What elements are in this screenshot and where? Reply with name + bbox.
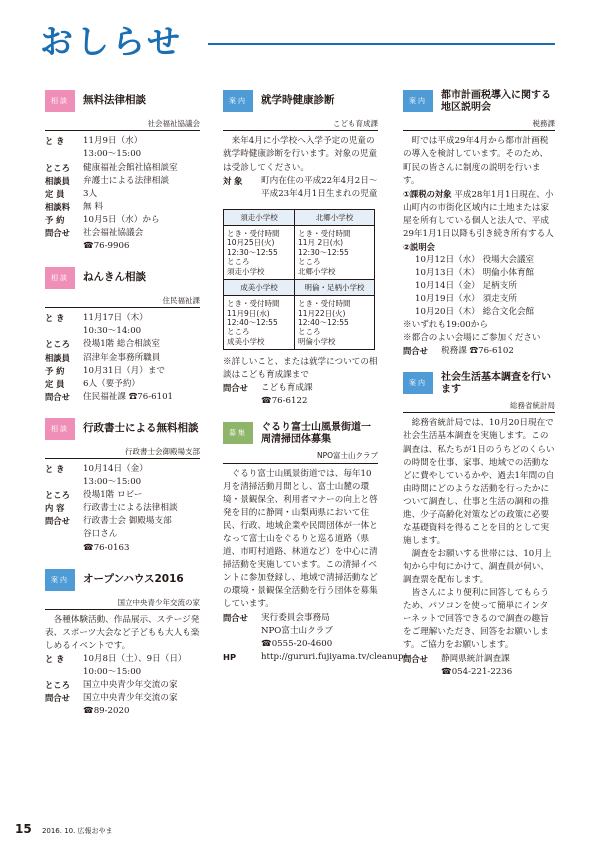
point2-label: ②説明会 — [403, 241, 435, 252]
info-row — [45, 489, 200, 502]
info-label: ところ — [45, 680, 70, 691]
article-dept: 社会福祉協議会 — [45, 118, 200, 131]
info-value: 沼津年金事務所職員 — [83, 352, 161, 363]
info-value: 国立中央青少年交流の家 — [83, 680, 178, 691]
info-value: 役場1階 総合相談室 — [83, 339, 160, 350]
session-item: 10月12日（水） 役場大会議室 — [415, 254, 535, 265]
info-label: 定 員 — [45, 188, 65, 199]
session-item: 10月19日（水） 須走支所 — [415, 293, 517, 304]
article-open-house — [45, 569, 200, 719]
category-tag: 相談 — [45, 418, 75, 440]
page-title: おしらせ — [40, 22, 184, 61]
info-label: と き — [45, 464, 65, 475]
info-value: NPO富士山クラブ — [261, 625, 333, 636]
info-label: ところ — [45, 339, 70, 350]
info-row — [45, 148, 200, 161]
info-row — [45, 515, 200, 528]
article-dept: 税務課 — [403, 118, 555, 131]
info-value: 住民福祉課 ☎76-6101 — [83, 391, 174, 402]
article-body: 来年4月に小学校へ入学予定の児童の就学時健康診断を行います。対象の児童は受診してください。 — [223, 136, 378, 173]
article-dept: 国立中央青少年交流の家 — [45, 597, 200, 610]
info-row — [45, 666, 200, 679]
info-label — [45, 476, 83, 489]
table-cell: とき・受付時間 11月 2日(水) 12:30〜12:55 ところ 北郷小学校 — [295, 226, 375, 280]
info-value: 3人 — [83, 188, 98, 199]
page-header — [40, 22, 555, 62]
info-row — [223, 395, 378, 408]
info-row — [45, 227, 200, 240]
info-rows — [223, 382, 378, 408]
info-row — [403, 653, 555, 666]
info-label: 予 約 — [45, 214, 65, 225]
info-label — [45, 528, 83, 541]
article-dept: NPO富士山クラブ — [223, 450, 378, 463]
info-label: 定 員 — [45, 378, 65, 389]
info-row — [45, 542, 200, 555]
info-row — [45, 175, 200, 188]
article-note: ※詳しいこと、または就学についての相談はこども育成課まで — [223, 357, 378, 381]
info-row — [45, 162, 200, 175]
info-label: と き — [45, 136, 65, 147]
category-tag: 案内 — [403, 90, 433, 112]
category-tag: 相談 — [45, 90, 75, 112]
info-row — [45, 679, 200, 692]
article-legal-consultation — [45, 90, 200, 253]
article-body: 調査をお願いする世帯には、10月上旬から中旬にかけて、調査員が伺い、調査票を配布します。 — [403, 549, 552, 586]
article-note: ※いずれも19:00から — [403, 319, 488, 330]
column-2 — [223, 90, 407, 678]
info-rows — [403, 345, 555, 358]
info-row — [45, 463, 200, 476]
info-value: ☎76-0163 — [83, 542, 130, 553]
info-value: 10月8日（土）、9日（日） — [83, 654, 187, 665]
info-row — [403, 345, 555, 358]
article-pension-consultation — [45, 267, 200, 404]
info-label — [403, 666, 441, 679]
info-label: ところ — [45, 162, 70, 173]
info-value: 10月5日（水）から — [83, 214, 160, 225]
info-rows — [45, 312, 200, 403]
info-value: 11月17日（木） — [83, 313, 148, 324]
article-body: 町では平成29年4月から都市計画税の導入を検討しています。そのため、町民の皆さんに制度の説明を行います。 — [403, 136, 549, 186]
info-label — [223, 638, 261, 651]
info-row — [45, 502, 200, 515]
info-row — [45, 653, 200, 666]
info-row — [403, 666, 555, 679]
info-value: 無 料 — [83, 201, 103, 212]
article-body: 皆さんにより便利に回答してもらうため、パソコンを使って簡単にインターネットで回答できるので調査の趣旨をご理解いただき、回答をお願いします。ご協力をお願いします。 — [403, 588, 550, 651]
info-rows — [45, 463, 200, 554]
article-title: 無料法律相談 — [83, 94, 146, 106]
target-value: 町内在住の平成22年4月2日〜平成23年4月1日生まれの児童 — [261, 175, 378, 199]
article-dept: 行政書士会御殿場支部 — [45, 446, 200, 459]
info-label: 問合せ — [45, 693, 70, 704]
column-1 — [45, 90, 200, 733]
info-label — [45, 666, 83, 679]
table-cell: とき・受付時間 10月25日(火) 12:30〜12:55 ところ 須走小学校 — [224, 226, 295, 280]
article-scrivener-consultation — [45, 418, 200, 555]
table-header: 須走小学校 — [224, 209, 295, 225]
info-row — [45, 528, 200, 541]
session-item: 10月20日（木） 総合文化会館 — [415, 306, 535, 317]
category-tag: 相談 — [45, 267, 75, 289]
info-value: http://gururi.fujiyama.tv/cleanup/ — [261, 651, 407, 662]
info-value: 静岡県統計調査課 — [441, 653, 510, 664]
session-item: 10月13日（木） 明倫小体育館 — [415, 267, 535, 278]
article-title: オープンハウス2016 — [83, 572, 184, 585]
article-social-survey — [403, 372, 555, 679]
info-label: 相談員 — [45, 352, 70, 363]
info-rows — [403, 653, 555, 679]
info-label: 問合せ — [403, 653, 428, 664]
article-dept: 住民福祉課 — [45, 295, 200, 308]
info-value: ☎0555-20-4600 — [261, 638, 333, 649]
info-row — [45, 135, 200, 148]
info-label — [223, 625, 261, 638]
article-title: 社会生活基本調査を行います — [441, 372, 551, 395]
target-label: 対 象 — [223, 175, 243, 186]
info-value: ☎89-2020 — [83, 706, 130, 717]
info-value: 10月31日（月）まで — [83, 365, 166, 376]
info-row — [45, 692, 200, 705]
info-label — [45, 705, 83, 718]
table-header: 明倫・足柄小学校 — [295, 279, 375, 295]
info-row — [45, 240, 200, 253]
article-title: ねんきん相談 — [83, 270, 146, 283]
info-label: 相談料 — [45, 201, 70, 212]
category-tag: 募集 — [223, 422, 253, 444]
info-row — [45, 391, 200, 404]
info-row — [45, 476, 200, 489]
info-label — [45, 325, 83, 338]
article-body: 各種体験活動、作品展示、ステージ発表、スポーツ大会など子どもも大人も楽しめるイベントです。 — [45, 615, 200, 652]
page-footer — [15, 820, 113, 838]
header-rule — [208, 43, 555, 45]
info-label — [45, 240, 83, 253]
info-value: ☎054-221-2236 — [441, 666, 513, 677]
info-row — [223, 651, 407, 664]
info-value: 谷口さん — [83, 529, 118, 540]
info-label: 問合せ — [45, 516, 70, 527]
info-value: 11月9日（水） — [83, 136, 143, 147]
info-label: 問合せ — [45, 391, 70, 402]
info-value: こども育成課 — [261, 383, 313, 394]
article-body: 総務省統計局では、10月20日現在で社会生活基本調査を実施します。この調査は、私たちが1日のうちどのくらいの時間を仕事、家事、地域での活動などに費やしているかや、過去1年間の自由時間にどのような活動を行ったかについて調査し、仕事と生活の調和の推進、少子高齢化対策などの政策に必要な基礎資料を得ることを目的として実施します。 — [403, 418, 555, 546]
category-tag: 案内 — [45, 569, 75, 591]
table-cell: とき・受付時間 11月22日(火) 12:40〜12:55 ところ 明倫小学校 — [295, 296, 375, 350]
schedule-table — [223, 209, 375, 351]
article-note: ※都合のよい会場にご参加ください — [403, 332, 541, 343]
info-label: 相談員 — [45, 175, 70, 186]
info-row — [45, 365, 200, 378]
info-value: ☎76-6122 — [261, 396, 308, 407]
info-row — [45, 201, 200, 214]
info-label: ところ — [45, 490, 70, 501]
info-value: 税務課 ☎76-6102 — [441, 345, 514, 356]
category-tag: 案内 — [223, 90, 253, 112]
info-value: 10:00〜15:00 — [83, 667, 142, 678]
article-cleanup-recruitment — [223, 422, 407, 663]
info-label: 問合せ — [45, 227, 70, 238]
point1-label: ①課税の対象 — [403, 188, 452, 199]
point1-value: 平成28年1月1日現在、小山町内の市街化区域内に土地または家屋を所有している個人と法人で、平成29年1月1日以降も引き続き所有する人 — [403, 189, 554, 239]
info-rows — [45, 653, 200, 718]
info-row — [223, 638, 378, 651]
info-value: 行政書士会 御殿場支部 — [83, 516, 172, 527]
info-label: 問合せ — [223, 383, 248, 394]
info-rows — [45, 135, 200, 253]
info-value: 役場1階 ロビー — [83, 490, 143, 501]
info-label: 内 容 — [45, 503, 65, 514]
target-row — [223, 175, 378, 201]
info-row — [223, 612, 378, 625]
article-city-tax-briefing — [403, 90, 555, 358]
info-label — [45, 148, 83, 161]
info-value: 国立中央青少年交流の家 — [83, 693, 178, 704]
article-body: ぐるり富士山風景街道では、毎年10月を清掃活動月間とし、富士山麓の環境・景観保全、利用者マナーの向上と啓発を目的に静岡・山梨両県において住民、行政、地域企業や民間団体が一体となって富士山をぐるりと巡る道路（県道、市町村道路、林道など）を中心に清掃活動を実施しています。この清掃イベントに参加登録し、地域で清掃活動などの環境・景観保全活動を行う団体を募集しています。 — [223, 468, 378, 610]
article-title: 行政書士による無料相談 — [83, 421, 199, 434]
info-row — [45, 705, 200, 718]
info-row — [45, 378, 200, 391]
info-label: 予 約 — [45, 365, 65, 376]
info-row — [45, 312, 200, 325]
info-value: 10:30〜14:00 — [83, 326, 142, 337]
category-tag: 案内 — [403, 372, 433, 394]
article-title: 就学時健康診断 — [261, 94, 335, 106]
info-value: ☎76-9906 — [83, 240, 130, 251]
column-3 — [403, 90, 555, 693]
info-value: 13:00〜15:00 — [83, 149, 142, 160]
article-dept: こども育成課 — [223, 118, 378, 131]
info-value: 健康福祉会館社協相談室 — [83, 162, 178, 173]
article-title: ぐるり富士山風景街道一周清掃団体募集 — [261, 422, 371, 446]
info-value: 実行委員会事務局 — [261, 612, 330, 623]
info-row — [45, 338, 200, 351]
info-value: 社会福祉協議会 — [83, 227, 144, 238]
info-value: 13:00〜15:00 — [83, 477, 142, 488]
session-item: 10月14日（金） 足柄支所 — [415, 280, 517, 291]
info-value: 10月14日（金） — [83, 464, 148, 475]
info-row — [45, 352, 200, 365]
info-label: と き — [45, 313, 65, 324]
article-health-checkup — [223, 90, 378, 408]
table-cell: とき・受付時間 11月9日(水) 12:40〜12:55 ところ 成美小学校 — [224, 296, 295, 350]
issue-label: 2016. 10. 広報おやま — [41, 827, 113, 835]
article-title: 都市計画税導入に関する地区説明会 — [441, 90, 551, 113]
article-dept: 総務省統計局 — [403, 400, 555, 413]
info-row — [45, 214, 200, 227]
table-header: 成美小学校 — [224, 279, 295, 295]
info-row — [45, 188, 200, 201]
info-label: 問合せ — [223, 612, 248, 623]
page-number: 15 — [15, 822, 32, 836]
info-row — [223, 625, 378, 638]
info-rows — [223, 612, 407, 664]
info-value: 6人（要予約） — [83, 378, 141, 389]
table-header: 北郷小学校 — [295, 209, 375, 225]
info-label — [223, 395, 261, 408]
info-row — [45, 325, 200, 338]
info-label: HP — [223, 651, 237, 662]
info-value: 弁護士による法律相談 — [83, 175, 169, 186]
info-row — [223, 382, 378, 395]
info-label: と き — [45, 654, 65, 665]
info-label: 問合せ — [403, 345, 428, 356]
info-label — [45, 542, 83, 555]
info-value: 行政書士による法律相談 — [83, 503, 178, 514]
